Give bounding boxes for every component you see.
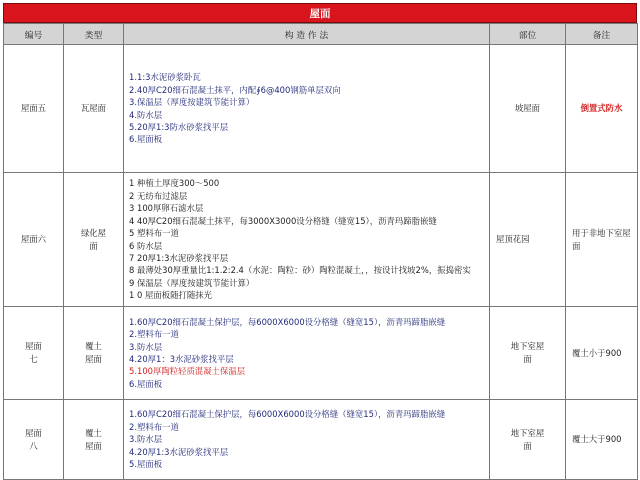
table-row bbox=[4, 45, 638, 173]
roof-id: 屋面五 bbox=[4, 45, 64, 173]
construction-step: 5 塑料布一道 bbox=[129, 228, 179, 239]
construction-step: 4 40厚C20细石混凝土抹平，每3000X3000设分格缝（缝宽15），沥青玛蹄脂嵌缝 bbox=[129, 215, 437, 226]
roof-location: 坡屋面 bbox=[490, 45, 566, 173]
roof-note: 覆土小于900 bbox=[566, 307, 638, 400]
header-note: 备注 bbox=[566, 24, 638, 45]
header-method: 构 造 作 法 bbox=[124, 24, 490, 45]
header-row bbox=[4, 24, 638, 45]
roof-construction-table bbox=[3, 23, 638, 480]
construction-step: 3.防水层 bbox=[129, 434, 163, 445]
construction-step: 4.20厚1:3水泥砂浆找平层 bbox=[129, 446, 229, 457]
construction-step: 6 防水层 bbox=[129, 240, 163, 251]
construction-steps bbox=[124, 400, 490, 480]
construction-step: 4.20厚1：3水泥砂浆找平层 bbox=[129, 354, 234, 364]
table-row bbox=[4, 173, 638, 307]
construction-step: 3 100厚卵石滤水层 bbox=[129, 203, 204, 214]
roof-location: 屋顶花园 bbox=[490, 173, 566, 307]
header-id: 编号 bbox=[4, 24, 64, 45]
construction-step: 6.屋面板 bbox=[129, 378, 163, 389]
construction-step: 7 20厚1:3水泥砂浆找平层 bbox=[129, 252, 229, 263]
construction-step: 2.塑料布一道 bbox=[129, 329, 179, 340]
construction-step: 5.20厚1:3防水砂浆找平层 bbox=[129, 121, 229, 132]
roof-type: 覆土屋面 bbox=[64, 400, 124, 480]
construction-steps bbox=[124, 45, 490, 173]
construction-step: 3.保温层（厚度按建筑节能计算） bbox=[129, 97, 255, 108]
roof-id: 屋面八 bbox=[4, 400, 64, 480]
construction-step: 6.屋面板 bbox=[129, 134, 163, 145]
roof-note: 覆土大于900 bbox=[566, 400, 638, 480]
table-row bbox=[4, 307, 638, 400]
roof-type: 瓦屋面 bbox=[64, 45, 124, 173]
table-row bbox=[4, 400, 638, 480]
construction-step: 9 保温层（厚度按建筑节能计算） bbox=[129, 277, 255, 288]
roof-type: 绿化屋面 bbox=[64, 173, 124, 307]
construction-step: 8 最薄处30厚重量比1:1.2:2.4（水泥：陶粒：砂）陶粒混凝土，，按设计找坡2%，振捣密实 bbox=[129, 265, 471, 276]
construction-step: 3.防水层 bbox=[129, 341, 163, 352]
construction-steps bbox=[124, 173, 490, 307]
construction-step: 5.100厚陶粒轻质混凝土保温层 bbox=[129, 366, 246, 377]
header-type: 类型 bbox=[64, 24, 124, 45]
roof-note: 倒置式防水 bbox=[566, 45, 638, 173]
construction-steps bbox=[124, 307, 490, 400]
construction-step: 4.防水层 bbox=[129, 109, 163, 120]
construction-step: 2.塑料布一道 bbox=[129, 421, 179, 432]
roof-location: 地下室屋面 bbox=[490, 400, 566, 480]
roof-location: 地下室屋面 bbox=[490, 307, 566, 400]
table-title: 屋面 bbox=[3, 3, 637, 23]
construction-step: 1 种植土厚度300～500 bbox=[129, 178, 220, 189]
header-location: 部位 bbox=[490, 24, 566, 45]
construction-step: 5.屋面板 bbox=[129, 459, 163, 470]
construction-step: 2 无纺布过滤层 bbox=[129, 190, 188, 201]
construction-step: 2.40厚C20细石混凝土抹平，内配∮6@400钢筋单层双向 bbox=[129, 84, 341, 95]
roof-type: 覆土屋面 bbox=[64, 307, 124, 400]
construction-step: 1.60厚C20细石混凝土保护层，每6000X6000设分格缝（缝宽15），沥青玛蹄脂嵌缝 bbox=[129, 409, 446, 420]
roof-id: 屋面六 bbox=[4, 173, 64, 307]
roof-note: 用于非地下室屋面 bbox=[566, 173, 638, 307]
construction-step: 1.60厚C20细石混凝土保护层，每6000X6000设分格缝（缝宽15），沥青玛蹄脂嵌缝 bbox=[129, 316, 446, 327]
roof-id: 屋面七 bbox=[4, 307, 64, 400]
construction-step: 1 0 屋面板随打随抹光 bbox=[129, 290, 212, 301]
construction-step: 1.1:3水泥砂浆卧瓦 bbox=[129, 72, 201, 83]
